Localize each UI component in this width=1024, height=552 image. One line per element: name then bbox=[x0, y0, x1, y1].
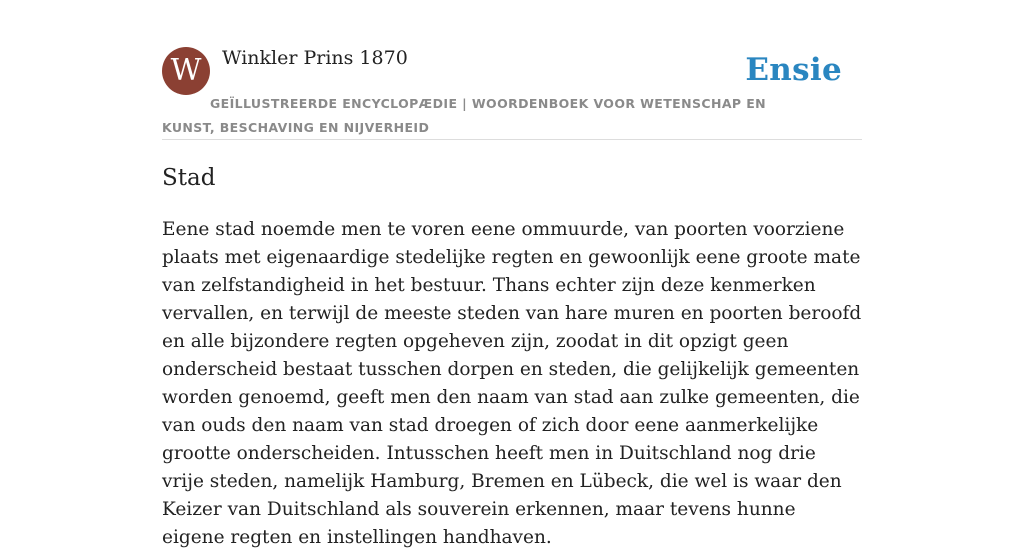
entry-title: Stad bbox=[162, 165, 216, 191]
header-divider bbox=[162, 139, 862, 140]
source-subtitle: GEÏLLUSTREERDE ENCYCLOPÆDIE | WOORDENBOEK VOOR WETENSCHAP EN KUNST, BESCHAVING EN NIJVERHEID bbox=[162, 96, 767, 135]
entry-body: Eene stad noemde men te voren eene ommuurde, van poorten voorziene plaats met eigenaardige stedelijke regten en gewoonlijk eene groote mate van zelfstandigheid in het bestuur. Thans echter zijn deze kenmerken vervallen, en terwijl de meeste steden van hare muren en poorten beroofd en alle bijzondere regten opgeheven zijn, zoodat in dit opzigt geen onderscheid bestaat tusschen dorpen en steden, die gelijkelijk gemeenten worden genoemd, geeft men den naam van stad aan zulke gemeenten, die van ouds den naam van stad droegen of zich door eene aanmerkelijke grootte onderscheiden. Intusschen heeft men in Duitschland nog drie vrije steden, namelijk Hamburg, Bremen en Lübeck, die wel is waar den Keizer van Duitschland als souverein erkennen, maar tevens hunne eigene regten en instellingen handhaven. bbox=[162, 219, 862, 548]
source-avatar: W bbox=[162, 47, 210, 95]
source-title[interactable]: Winkler Prins 1870 bbox=[222, 47, 408, 69]
ensie-logo[interactable]: Ensie bbox=[745, 52, 842, 88]
